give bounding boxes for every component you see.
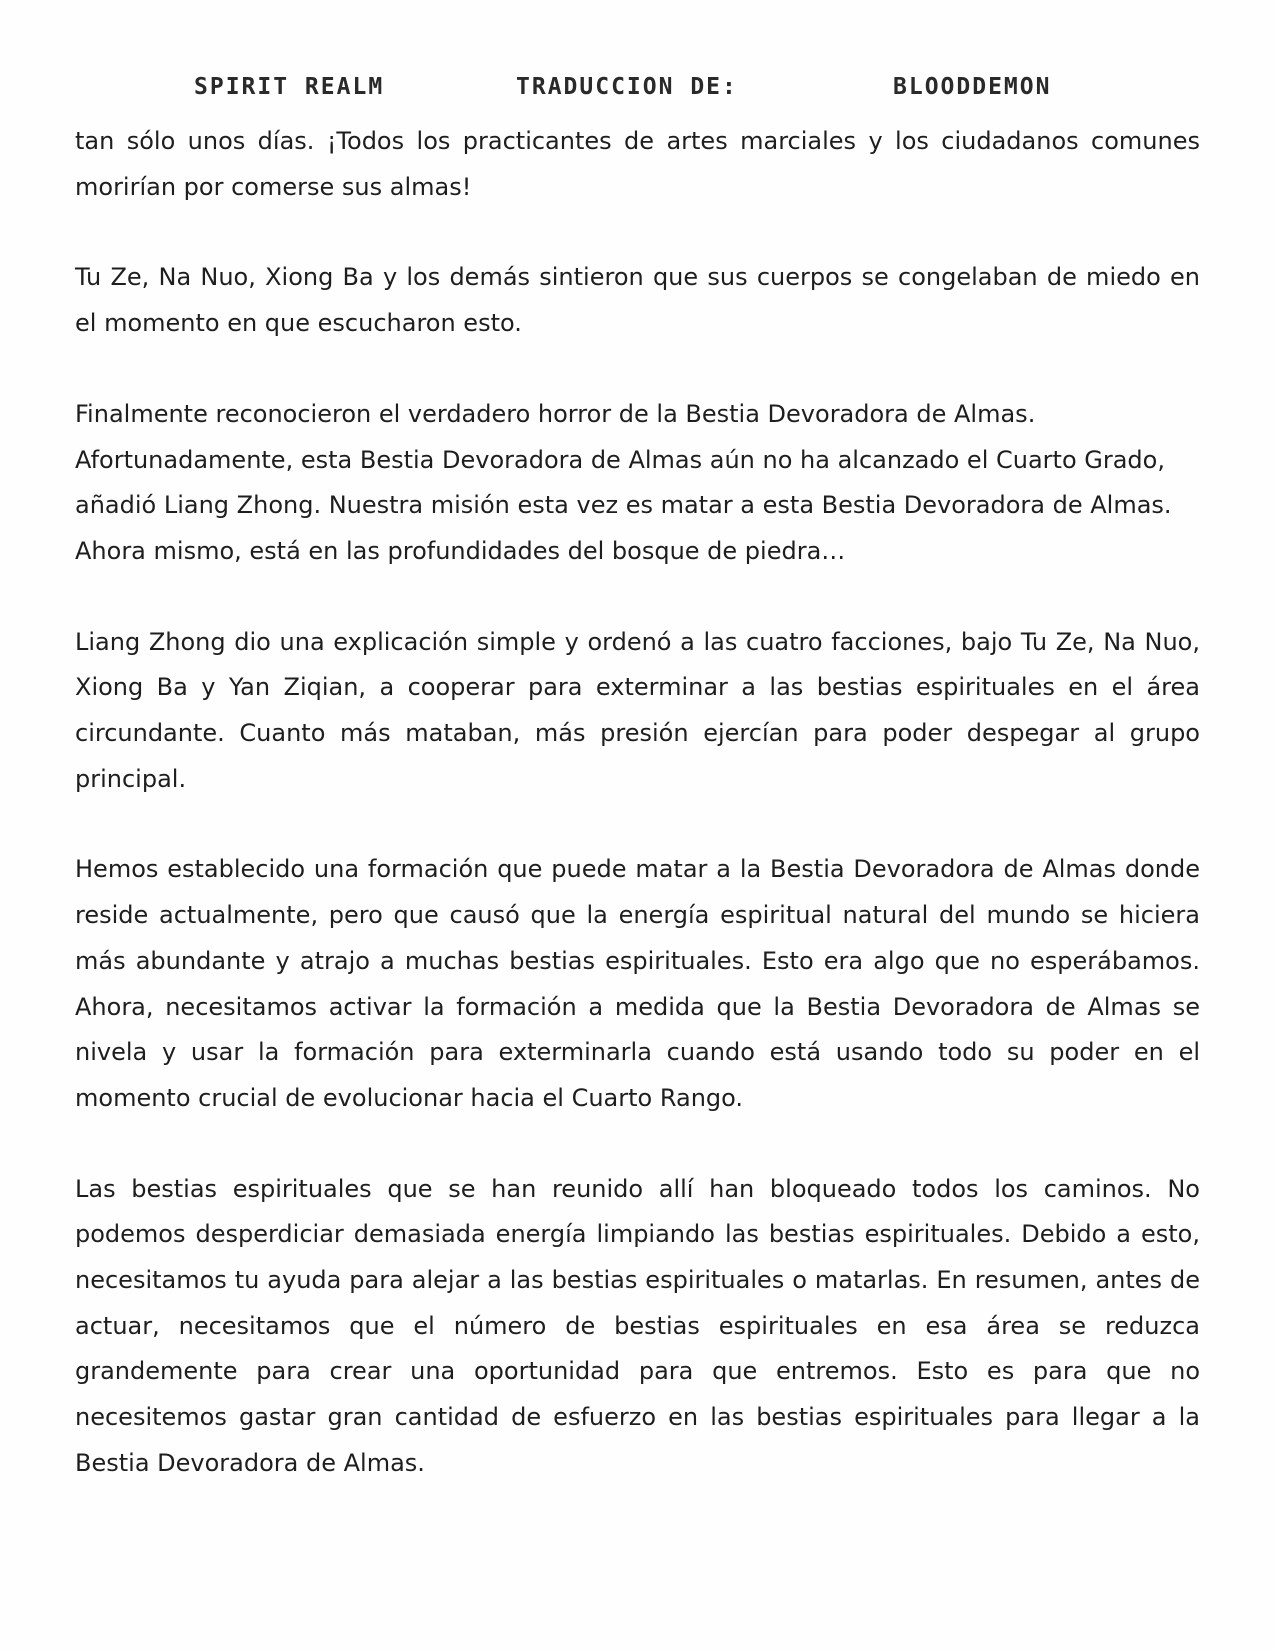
paragraph: Liang Zhong dio una explicación simple y ordenó a las cuatro facciones, bajo Tu Ze, Na Nuo, Xiong Ba y Yan Ziqian, a cooperar para exterminar a las bestias espirituales en el área circundante. Cuanto más mataban, más presión ejercían para poder despegar al grupo principal. bbox=[75, 627, 1200, 793]
header-translation-label: TRADUCCION DE: bbox=[516, 74, 738, 100]
document-body bbox=[75, 119, 1200, 1532]
paragraph: Las bestias espirituales que se han reunido allí han bloqueado todos los caminos. No podemos desperdiciar demasiada energía limpiando las bestias espirituales. Debido a esto, necesitamos tu ayuda para alejar a las bestias espirituales o matarlas. En resumen, antes de actuar, necesitamos que el número de bestias espirituales en esa área se reduzca grandemente para crear una oportunidad para que entremos. Esto es para que no necesitemos gastar gran cantidad de esfuerzo en las bestias espirituales para llegar a la Bestia Devoradora de Almas. bbox=[75, 1174, 1200, 1477]
header-translator-name: BLOODDEMON bbox=[893, 74, 1052, 100]
header-series-title: SPIRIT REALM bbox=[194, 74, 385, 100]
page-header bbox=[0, 74, 1275, 108]
paragraph: Tu Ze, Na Nuo, Xiong Ba y los demás sintieron que sus cuerpos se congelaban de miedo en el momento en que escucharon esto. bbox=[75, 263, 1200, 338]
paragraph: Finalmente reconocieron el verdadero horror de la Bestia Devoradora de Almas. Afortunadamente, esta Bestia Devoradora de Almas aún no ha alcanzado el Cuarto Grado, añadió Liang Zhong. Nuestra misión esta vez es matar a esta Bestia Devoradora de Almas. Ahora mismo, está en las profundidades del bosque de piedra… bbox=[75, 399, 1172, 565]
paragraph: tan sólo unos días. ¡Todos los practicantes de artes marciales y los ciudadanos comunes morirían por comerse sus almas! bbox=[75, 127, 1200, 201]
paragraph: Hemos establecido una formación que puede matar a la Bestia Devoradora de Almas donde reside actualmente, pero que causó que la energía espiritual natural del mundo se hiciera más abundante y atrajo a muchas bestias espirituales. Esto era algo que no esperábamos. Ahora, necesitamos activar la formación a medida que la Bestia Devoradora de Almas se nivela y usar la formación para exterminarla cuando está usando todo su poder en el momento crucial de evolucionar hacia el Cuarto Rango. bbox=[75, 855, 1200, 1112]
